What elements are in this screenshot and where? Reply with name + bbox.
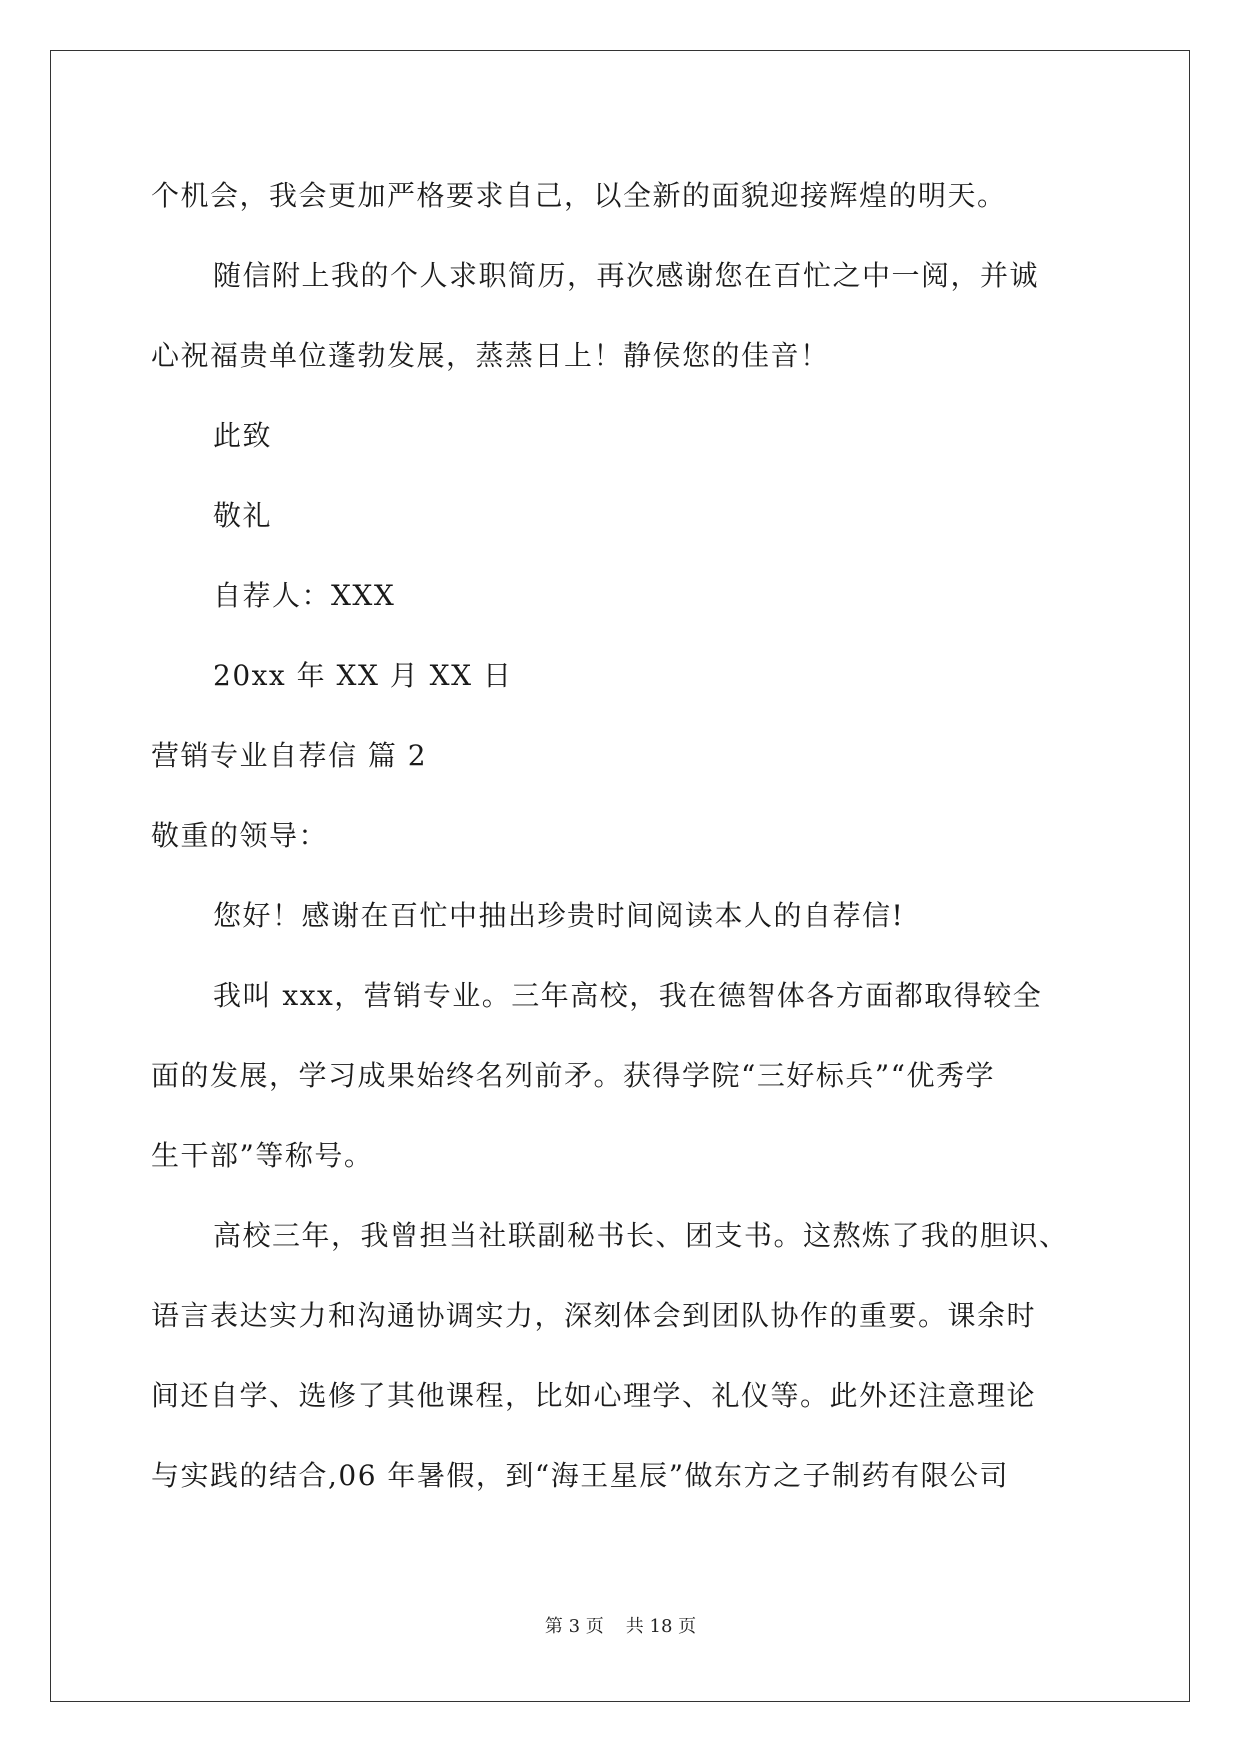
closing-line: 此致 — [213, 419, 273, 452]
page-total: 共 18 页 — [625, 1616, 697, 1637]
closing-salutation: 敬礼 — [213, 499, 273, 532]
paragraph-line: 您好！感谢在百忙中抽出珍贵时间阅读本人的自荐信! — [213, 899, 905, 932]
paragraph-line: 随信附上我的个人求职简历，再次感谢您在百忙之中一阅，并诚 — [213, 259, 1040, 292]
greeting-line: 敬重的领导： — [151, 819, 329, 852]
paragraph-line: 与实践的结合,06 年暑假，到“海王星辰”做东方之子制药有限公司 — [151, 1459, 1010, 1492]
paragraph-line: 生干部”等称号。 — [151, 1139, 374, 1172]
paragraph-line: 个机会，我会更加严格要求自己，以全新的面貌迎接辉煌的明天。 — [151, 179, 1007, 212]
paragraph-line: 高校三年，我曾担当社联副秘书长、团支书。这熬炼了我的胆识、 — [213, 1219, 1069, 1252]
page-number: 第 3 页 — [544, 1616, 604, 1637]
signature-line: 自荐人：XXX — [213, 579, 396, 612]
page-footer — [0, 1616, 1241, 1638]
section-heading: 营销专业自荐信 篇 2 — [151, 739, 428, 772]
paragraph-line: 我叫 xxx，营销专业。三年高校，我在德智体各方面都取得较全 — [213, 979, 1043, 1012]
date-line: 20xx 年 XX 月 XX 日 — [213, 659, 513, 692]
paragraph-line: 面的发展，学习成果始终名列前矛。获得学院“三好标兵”“优秀学 — [151, 1059, 995, 1092]
page-border — [50, 50, 1190, 1702]
paragraph-line: 心祝福贵单位蓬勃发展，蒸蒸日上！静侯您的佳音！ — [151, 339, 830, 372]
paragraph-line: 语言表达实力和沟通协调实力，深刻体会到团队协作的重要。课余时 — [151, 1299, 1037, 1332]
paragraph-line: 间还自学、选修了其他课程，比如心理学、礼仪等。此外还注意理论 — [151, 1379, 1037, 1412]
